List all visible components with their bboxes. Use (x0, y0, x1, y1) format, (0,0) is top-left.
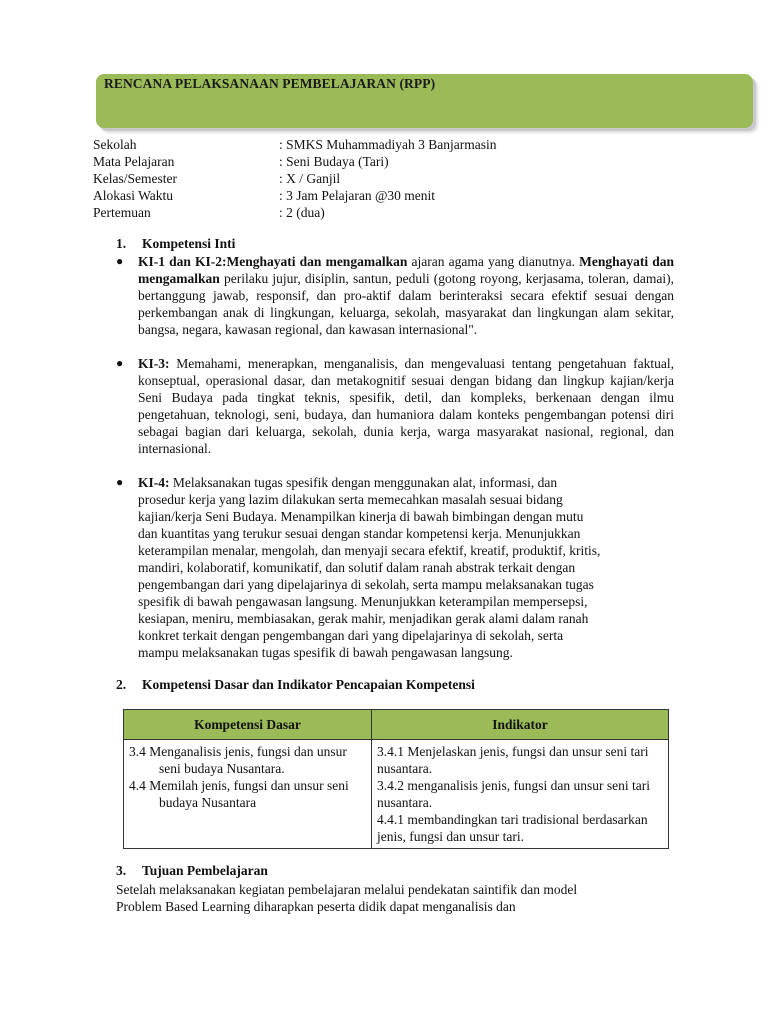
identity-row (93, 204, 496, 221)
identity-table (93, 136, 496, 221)
tujuan-paragraph (116, 881, 676, 915)
section-heading-kompetensi-inti (116, 236, 235, 252)
identity-row (93, 153, 496, 170)
identity-value: : X / Ganjil (279, 171, 341, 186)
ki12-text: ajaran agama yang dianutnya. (407, 254, 580, 269)
indikator-cell (372, 740, 669, 849)
section-number: 3. (116, 863, 127, 878)
ki4-line: keterampilan menalar, mengolah, dan menyaji secara efektif, kreatif, produktif, kritis, (138, 543, 601, 558)
column-header: Kompetensi Dasar (124, 710, 372, 740)
section-heading-tujuan (116, 863, 268, 879)
ki4-line: kajian/kerja Seni Budaya. Menampilkan kinerja di bawah bimbingan dengan mutu (138, 509, 584, 524)
section-title: Kompetensi Dasar dan Indikator Pencapaian Kompetensi (142, 677, 475, 692)
ki12-bold-lead: KI-1 dan KI-2:Menghayati dan mengamalkan (138, 254, 408, 269)
indikator-item: 3.4.1 Menjelaskan jenis, fungsi dan unsur seni tari nusantara. (377, 744, 649, 776)
identity-row (93, 170, 496, 187)
identity-row (93, 136, 496, 153)
bullet-icon: ● (116, 356, 124, 370)
identity-label: Alokasi Waktu (93, 188, 174, 203)
kd-item: 3.4 Menganalisis jenis, fungsi dan unsur seni budaya Nusantara. (129, 744, 347, 776)
section-title: Kompetensi Inti (142, 236, 236, 251)
identity-value: : Seni Budaya (Tari) (279, 154, 389, 169)
ki4-line: prosedur kerja yang lazim dilakukan serta memecahkan masalah sesuai bidang (138, 492, 563, 507)
bullet-icon: ● (116, 475, 124, 489)
ki4-line: kesiapan, meniru, membiasakan, gerak mahir, menjadikan gerak alami dalam ranah (138, 611, 589, 626)
identity-value: : 2 (dua) (279, 205, 325, 220)
ki3-bold-lead: KI-3: (138, 356, 170, 371)
ki4-line: spesifik di bawah pengawasan langsung. Menunjukkan keterampilan mempersepsi, (138, 594, 588, 609)
ki4-line: KI-4: Melaksanakan tugas spesifik dengan menggunakan alat, informasi, dan (138, 475, 558, 490)
ki4-paragraph (116, 474, 683, 661)
kd-indikator-table (123, 709, 669, 849)
table-header-row (124, 710, 669, 740)
ki3-paragraph (116, 355, 674, 457)
column-header: Indikator (372, 710, 669, 740)
ki12-bold-second: Menghayati dan mengamalkan (138, 254, 674, 286)
section-number: 2. (116, 677, 127, 692)
identity-label: Mata Pelajaran (93, 154, 175, 169)
ki4-line: mandiri, kolaboratif, komunikatif, dan solutif dalam ranah abstrak terkait dengan (138, 560, 576, 575)
tujuan-line: Setelah melaksanakan kegiatan pembelajaran melalui pendekatan saintifik dan model (116, 882, 578, 897)
ki4-line: dan kuantitas yang terukur sesuai dengan standar kompetensi kerja. Menunjukkan (138, 526, 581, 541)
ki12-paragraph (116, 253, 674, 338)
ki4-bold-lead: KI-4: (138, 475, 170, 490)
kd-item: 4.4 Memilah jenis, fungsi dan unsur seni budaya Nusantara (129, 778, 349, 810)
indikator-item: 4.4.1 membandingkan tari tradisional berdasarkan jenis, fungsi dan unsur tari. (377, 812, 648, 844)
ki4-line: konkret terkait dengan pengembangan dari yang dipelajarinya di sekolah, serta (138, 628, 564, 643)
ki3-text: Memahami, menerapkan, menganalisis, dan mengevaluasi tentang pengetahuan faktual, konseptual, operasional dasar, dan metakognitif sesuai dengan bidang dan lingkup kajian/kerja Seni Budaya pada tingkat teknis, spesifik, detil, dan kompleks, berkenaan dengan ilmu pengetahuan, teknologi, seni, budaya, dan humaniora dalam konteks pengembangan potensi diri sebagai bagian dari keluarga, sekolah, dunia kerja, warga masyarakat nasional, regional, dan internasional. (138, 356, 674, 456)
table-row (124, 740, 669, 849)
identity-label: Sekolah (93, 137, 137, 152)
section-number: 1. (116, 236, 127, 251)
ki4-line: pengembangan dari yang dipelajarinya di sekolah, serta mampu melaksanakan tugas (138, 577, 594, 592)
identity-value: : SMKS Muhammadiyah 3 Banjarmasin (279, 137, 497, 152)
ki12-text-second: perilaku jujur, disiplin, santun, peduli (gotong royong, kerjasama, toleran, damai), bertanggung jawab, responsif, dan pro-aktif dalam berinteraksi secara efektif sesuai dengan perkembangan anak di lingkungan, keluarga, sekolah, masyarakat dan lingkungan alam sekitar, bangsa, negara, kawasan regional, dan kawasan internasional". (138, 271, 674, 337)
kd-cell (124, 740, 372, 849)
page-title: RENCANA PELAKSANAAN PEMBELAJARAN (RPP) (104, 76, 436, 91)
identity-label: Kelas/Semester (93, 171, 177, 186)
identity-value: : 3 Jam Pelajaran @30 menit (279, 188, 436, 203)
identity-label: Pertemuan (93, 205, 151, 220)
section-title: Tujuan Pembelajaran (142, 863, 268, 878)
ki4-line: mampu melaksanakan tugas spesifik di bawah pengawasan langsung. (138, 645, 513, 660)
bullet-icon: ● (116, 254, 124, 268)
indikator-item: 3.4.2 menganalisis jenis, fungsi dan unsur seni tari nusantara. (377, 778, 650, 810)
tujuan-line: Problem Based Learning diharapkan peserta didik dapat menganalisis dan (116, 899, 516, 914)
section-heading-kompetensi-dasar (116, 677, 475, 693)
identity-row (93, 187, 496, 204)
